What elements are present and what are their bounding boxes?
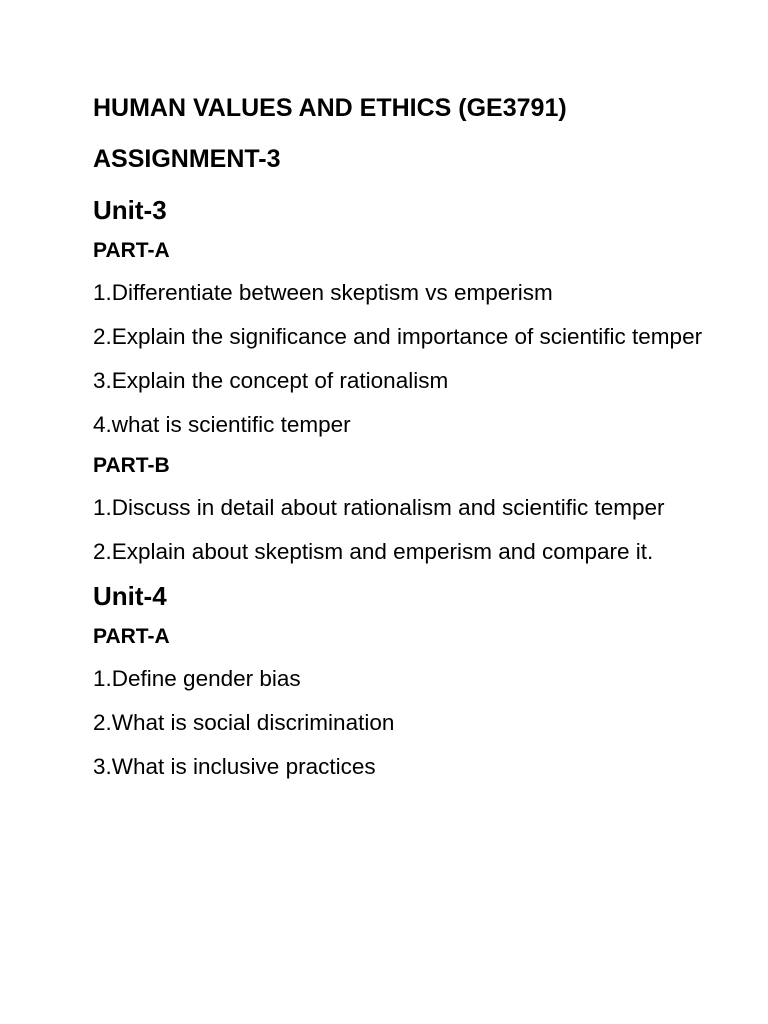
unit-heading: Unit-3 xyxy=(93,195,167,225)
part-heading: PART-B xyxy=(93,454,170,477)
question-item: 2.Explain the significance and importance of scientific temper xyxy=(93,324,703,349)
assignment-title: ASSIGNMENT-3 xyxy=(93,145,281,173)
question-item: 1.Define gender bias xyxy=(93,666,301,691)
question-item: 1.Discuss in detail about rationalism and scientific temper xyxy=(93,495,665,520)
question-item: 2.Explain about skeptism and emperism and compare it. xyxy=(93,539,654,564)
part-heading: PART-A xyxy=(93,239,170,262)
question-item: 2.What is social discrimination xyxy=(93,710,395,735)
question-item: 1.Differentiate between skeptism vs emperism xyxy=(93,280,553,305)
part-heading: PART-A xyxy=(93,625,170,648)
question-item: 4.what is scientific temper xyxy=(93,412,351,437)
course-title: HUMAN VALUES AND ETHICS (GE3791) xyxy=(93,94,567,122)
question-item: 3.What is inclusive practices xyxy=(93,754,376,779)
unit-heading: Unit-4 xyxy=(93,581,167,611)
question-item: 3.Explain the concept of rationalism xyxy=(93,368,449,393)
